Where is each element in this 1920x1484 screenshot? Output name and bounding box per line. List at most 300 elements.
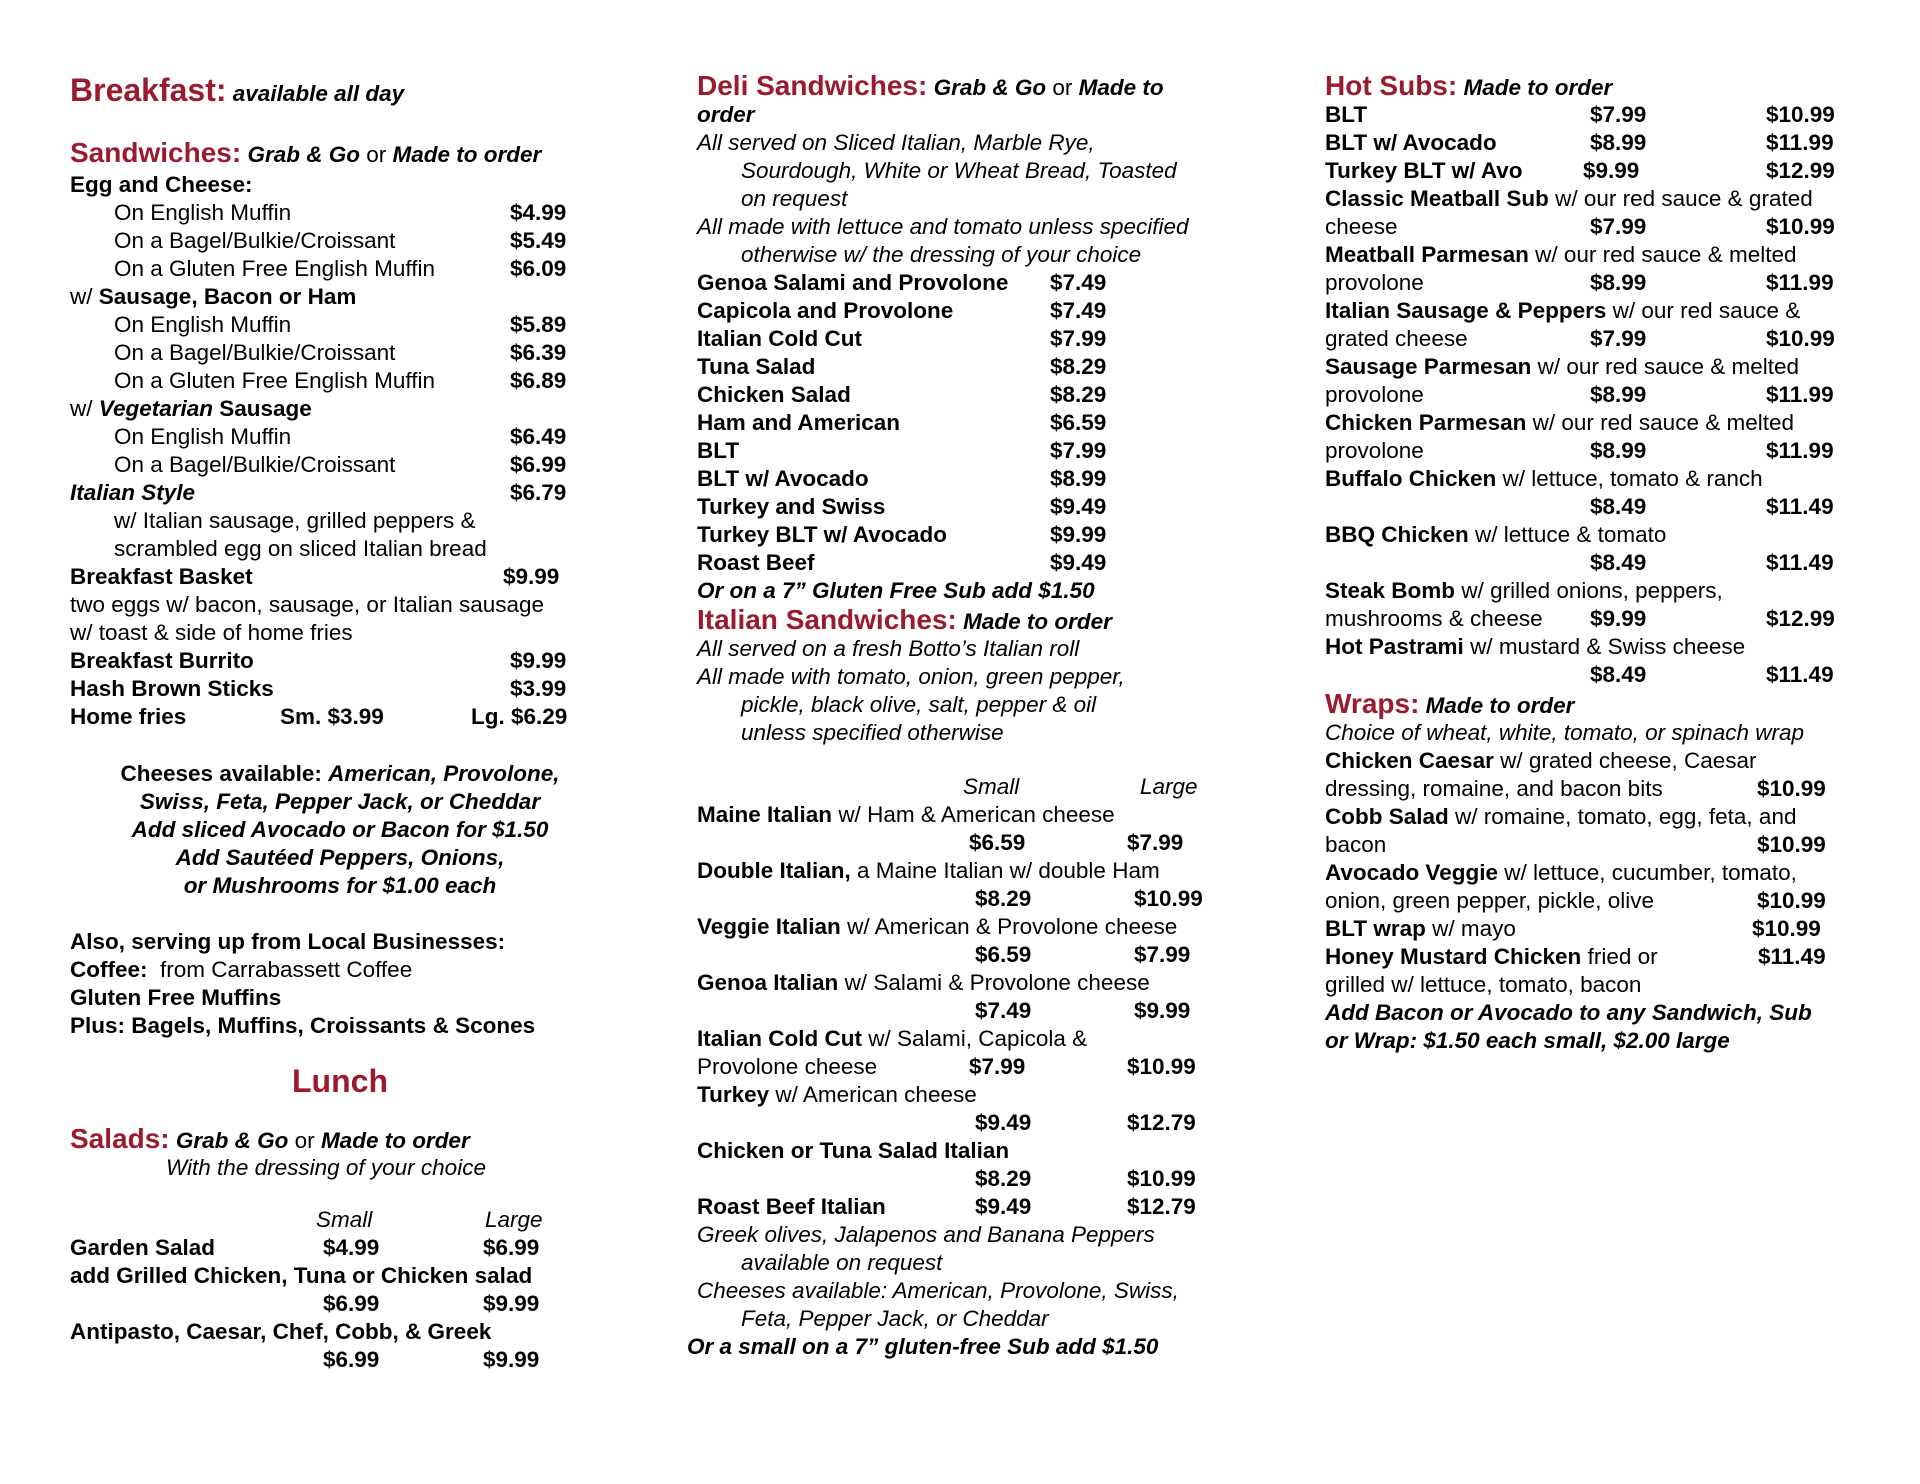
wraps-title: Wraps: [1325, 688, 1420, 719]
item-price: $7.99 [1050, 326, 1107, 351]
column-deli-italian [687, 70, 1257, 1361]
menu-item-prices [1325, 775, 1885, 803]
item-description: w/ our red sauce & melted [1532, 410, 1795, 435]
item-description: Provolone cheese [697, 1054, 878, 1079]
menu-item [697, 549, 1257, 577]
item-price-large: $7.99 [1134, 942, 1191, 967]
item-description: w/ lettuce, cucumber, tomato, [1504, 860, 1797, 885]
item-name: Veggie Italian [697, 914, 841, 939]
large-header: Large [1140, 774, 1198, 799]
menu-item [697, 381, 1257, 409]
item-name: On English Muffin [114, 424, 292, 449]
item-description: provolone [1325, 270, 1424, 295]
item-description: grilled w/ lettuce, tomato, bacon [1325, 972, 1642, 997]
coffee-line [70, 956, 610, 984]
item-price-large: $11.99 [1766, 382, 1834, 407]
menu-item [70, 255, 610, 283]
menu-item-prices [1325, 381, 1885, 409]
menu-item [70, 479, 610, 507]
item-price-small: $8.29 [975, 1166, 1032, 1191]
menu-item [697, 913, 1257, 941]
made-to-order-label: Made to order [1425, 693, 1575, 718]
item-price-large: $11.99 [1766, 270, 1834, 295]
item-name: Turkey BLT w/ Avo [1325, 158, 1523, 183]
item-description: w/ Italian sausage, grilled peppers & [114, 508, 476, 533]
item-name: BLT w/ Avocado [1325, 130, 1497, 155]
item-price-large: $10.99 [1134, 886, 1203, 911]
item-description: w/ our red sauce & grated [1555, 186, 1813, 211]
menu-item-prices [1325, 831, 1885, 859]
item-name: Classic Meatball Sub [1325, 186, 1549, 211]
item-price: $10.99 [1757, 832, 1826, 857]
item-price: $7.49 [1050, 270, 1107, 295]
item-description: w/ Salami, Capicola & [868, 1026, 1088, 1051]
menu-item [70, 703, 610, 731]
menu-item-prices [1325, 493, 1885, 521]
item-description: provolone [1325, 438, 1424, 463]
egg-cheese-label: Egg and Cheese: [70, 172, 253, 197]
cheeses-value: American, Provolone, [328, 761, 560, 786]
gluten-free-muffins: Gluten Free Muffins [70, 985, 282, 1010]
menu-item-prices [1325, 549, 1885, 577]
item-description: w/ mustard & Swiss cheese [1470, 634, 1746, 659]
menu-item [697, 857, 1257, 885]
italian-note: unless specified otherwise [741, 720, 1004, 745]
item-price-large: $12.79 [1127, 1194, 1196, 1219]
item-name: Italian Cold Cut [697, 1026, 862, 1051]
deli-note: All served on Sliced Italian, Marble Rye, [697, 130, 1095, 155]
item-price-small: $7.99 [1590, 326, 1647, 351]
menu-item [697, 1081, 1257, 1109]
item-description: dressing, romaine, and bacon bits [1325, 776, 1663, 801]
item-name: BLT wrap [1325, 916, 1426, 941]
item-price: $3.99 [510, 676, 567, 701]
item-description: w/ our red sauce & [1612, 298, 1801, 323]
wraps-note: Choice of wheat, white, tomato, or spinach wrap [1325, 720, 1804, 745]
menu-item [1325, 747, 1885, 775]
item-price-large: $11.99 [1766, 130, 1834, 155]
item-price-small: $9.99 [1590, 606, 1647, 631]
item-name: On a Gluten Free English Muffin [114, 368, 435, 393]
item-name: Turkey BLT w/ Avocado [697, 522, 948, 547]
item-price-small: Sm. $3.99 [280, 704, 384, 729]
item-name: BLT w/ Avocado [697, 466, 869, 491]
menu-item [697, 493, 1257, 521]
meat-options-label [70, 283, 610, 311]
item-price: $9.99 [503, 564, 560, 589]
item-name: BLT [697, 438, 740, 463]
item-name: Chicken Caesar [1325, 748, 1494, 773]
menu-item-prices [697, 829, 1257, 857]
item-description: cheese [1325, 214, 1398, 239]
item-price: $5.49 [510, 228, 567, 253]
italian-note: pickle, black olive, salt, pepper & oil [741, 692, 1097, 717]
menu-item [697, 1025, 1257, 1053]
item-price: $10.99 [1757, 776, 1826, 801]
item-price-small: $9.49 [975, 1194, 1032, 1219]
item-name: On English Muffin [114, 200, 292, 225]
item-price: $10.99 [1757, 888, 1826, 913]
item-name: Buffalo Chicken [1325, 466, 1497, 491]
item-name: Roast Beef [697, 550, 815, 575]
menu-item-prices [697, 885, 1257, 913]
made-to-order-label: Made to order [392, 142, 542, 167]
item-name: On a Gluten Free English Muffin [114, 256, 435, 281]
item-price-small: $7.49 [975, 998, 1032, 1023]
item-name: BBQ Chicken [1325, 522, 1469, 547]
item-price: $9.99 [510, 648, 567, 673]
grab-go-label: Grab & Go [933, 75, 1047, 100]
item-price-small: $4.99 [323, 1235, 380, 1260]
item-name: Breakfast Basket [70, 564, 253, 589]
item-name: Hash Brown Sticks [70, 676, 274, 701]
grab-go-label: Grab & Go [175, 1128, 289, 1153]
item-name: On a Bagel/Bulkie/Croissant [114, 228, 396, 253]
made-to-order-label: Made to order [963, 609, 1112, 634]
item-description: fried or [1587, 944, 1658, 969]
item-price-large: $10.99 [1127, 1166, 1196, 1191]
or-label: or [366, 142, 387, 167]
deli-note: on request [741, 186, 848, 211]
vegetarian-word: Vegetarian [98, 396, 213, 421]
lunch-title: Lunch [292, 1063, 388, 1099]
item-price-small: $7.99 [1590, 214, 1647, 239]
menu-item [697, 465, 1257, 493]
menu-item [697, 409, 1257, 437]
menu-item [1325, 241, 1885, 269]
menu-item [697, 801, 1257, 829]
item-description: w/ our red sauce & melted [1535, 242, 1797, 267]
item-price-small: $7.99 [969, 1054, 1026, 1079]
column-hot-subs-wraps [1325, 71, 1885, 1055]
item-price-small: $8.49 [1590, 494, 1647, 519]
addon-line: or Mushrooms for $1.00 each [183, 873, 497, 898]
menu-item-prices [1325, 325, 1885, 353]
sausage-word: Sausage [219, 396, 312, 421]
item-name: Turkey [697, 1082, 770, 1107]
item-description: w/ Ham & American cheese [838, 802, 1115, 827]
italian-title: Italian Sandwiches: [697, 604, 957, 635]
menu-item-prices [1325, 605, 1885, 633]
item-price-large: $9.99 [1134, 998, 1191, 1023]
menu-item [70, 675, 610, 703]
item-description: w/ our red sauce & melted [1537, 354, 1800, 379]
item-name: Turkey and Swiss [697, 494, 886, 519]
breakfast-title: Breakfast: [70, 72, 227, 108]
item-name: Genoa Salami and Provolone [697, 270, 1009, 295]
coffee-label: Coffee: [70, 957, 148, 982]
column-breakfast [70, 71, 610, 1374]
item-price-small: $9.99 [1583, 158, 1640, 183]
addon-note: Add Bacon or Avocado to any Sandwich, Sub [1325, 1000, 1812, 1025]
item-price: $6.39 [510, 340, 567, 365]
menu-item [1325, 129, 1885, 157]
menu-item [1325, 859, 1885, 887]
item-name: Sausage Parmesan [1325, 354, 1532, 379]
item-price: $10.99 [1752, 916, 1821, 941]
item-price: $6.09 [510, 256, 567, 281]
item-price-small: $8.49 [1590, 550, 1647, 575]
item-description: w/ romaine, tomato, egg, feta, and [1455, 804, 1797, 829]
item-name: Steak Bomb [1325, 578, 1456, 603]
item-price-small: $6.99 [323, 1291, 380, 1316]
italian-note: All served on a fresh Botto’s Italian roll [697, 636, 1080, 661]
addon-line: Add sliced Avocado or Bacon for $1.50 [131, 817, 549, 842]
or-label: or [1052, 75, 1073, 100]
item-price-small: $8.49 [1590, 662, 1647, 687]
deli-note: All made with lettuce and tomato unless specified [697, 214, 1189, 239]
meat-label: Sausage, Bacon or Ham [98, 284, 357, 309]
hot-subs-heading [1325, 71, 1885, 101]
item-price-large: $10.99 [1766, 214, 1835, 239]
item-name: Hot Pastrami [1325, 634, 1464, 659]
menu-item [1325, 465, 1885, 493]
salads-title: Salads: [70, 1123, 170, 1154]
grab-go-label: Grab & Go [247, 142, 360, 167]
item-price-small: $6.99 [323, 1347, 380, 1372]
plus-items: Plus: Bagels, Muffins, Croissants & Scones [70, 1013, 536, 1038]
item-price-small: $9.49 [975, 1110, 1032, 1135]
italian-note: All made with tomato, onion, green pepper, [697, 664, 1125, 689]
item-description: provolone [1325, 382, 1424, 407]
menu-item [697, 969, 1257, 997]
item-name: Italian Sausage & Peppers [1325, 298, 1607, 323]
menu-item [1325, 353, 1885, 381]
item-name: Genoa Italian [697, 970, 839, 995]
menu-item [1325, 185, 1885, 213]
item-name: Avocado Veggie [1325, 860, 1498, 885]
item-price-large: $12.99 [1766, 606, 1835, 631]
item-name: add Grilled Chicken, Tuna or Chicken salad [70, 1263, 533, 1288]
item-price: $7.99 [1050, 438, 1107, 463]
menu-item-prices [1325, 887, 1885, 915]
menu-item [1325, 803, 1885, 831]
item-price: $11.49 [1758, 944, 1826, 969]
menu-item-prices [697, 1053, 1257, 1081]
item-price-large: $9.99 [483, 1291, 540, 1316]
with-label: w/ [70, 284, 93, 309]
menu-item [1325, 633, 1885, 661]
deli-title: Deli Sandwiches: [697, 70, 928, 101]
menu-item [1325, 297, 1885, 325]
item-price-large: $10.99 [1127, 1054, 1196, 1079]
or-label: or [294, 1128, 315, 1153]
cheeses-line [70, 760, 610, 788]
menu-item-prices [697, 941, 1257, 969]
salads-note: With the dressing of your choice [166, 1155, 486, 1180]
item-description: w/ grated cheese, Caesar [1500, 748, 1757, 773]
item-price-small: $8.29 [975, 886, 1032, 911]
item-description: w/ grilled onions, peppers, [1461, 578, 1723, 603]
item-price: $8.99 [1050, 466, 1107, 491]
menu-item [697, 269, 1257, 297]
item-price: $6.79 [510, 480, 567, 505]
menu-item [1325, 157, 1885, 185]
sandwiches-title: Sandwiches: [70, 137, 242, 168]
italian-heading [697, 605, 1257, 635]
breakfast-heading [70, 71, 610, 109]
item-name: BLT [1325, 102, 1368, 127]
cheeses-note [70, 760, 610, 900]
menu-item [1325, 409, 1885, 437]
item-price-small: $8.99 [1590, 438, 1647, 463]
item-price: $6.89 [510, 368, 567, 393]
salads-heading [70, 1124, 610, 1154]
menu-item [70, 423, 610, 451]
item-name: On English Muffin [114, 312, 292, 337]
item-price-small: $6.59 [975, 942, 1032, 967]
menu-item [1325, 577, 1885, 605]
menu-item-prices [697, 997, 1257, 1025]
item-price-large: $11.49 [1766, 662, 1834, 687]
item-name: Antipasto, Caesar, Chef, Cobb, & Greek [70, 1319, 492, 1344]
hot-subs-title: Hot Subs: [1325, 70, 1458, 101]
item-name: Tuna Salad [697, 354, 816, 379]
deli-note: Sourdough, White or Wheat Bread, Toasted [741, 158, 1177, 183]
item-description: w/ American & Provolone cheese [847, 914, 1178, 939]
item-name: On a Bagel/Bulkie/Croissant [114, 452, 396, 477]
item-name: Capicola and Provolone [697, 298, 954, 323]
local-businesses-title: Also, serving up from Local Businesses: [70, 929, 506, 954]
item-price: $8.29 [1050, 354, 1107, 379]
made-to-order-label: Made to [1078, 75, 1164, 100]
menu-item [697, 353, 1257, 381]
item-price-large: $11.99 [1766, 438, 1834, 463]
item-price: $9.49 [1050, 550, 1107, 575]
item-name: Double Italian, [697, 858, 851, 883]
item-name: Ham and American [697, 410, 900, 435]
italian-note: Feta, Pepper Jack, or Cheddar [741, 1306, 1049, 1331]
vegetarian-label [70, 395, 610, 423]
deli-note: otherwise w/ the dressing of your choice [741, 242, 1142, 267]
item-name: Breakfast Burrito [70, 648, 254, 673]
item-name: Chicken Salad [697, 382, 851, 407]
item-price: $9.99 [1050, 522, 1107, 547]
item-price: $7.49 [1050, 298, 1107, 323]
item-price-small: $7.99 [1590, 102, 1647, 127]
item-name: Italian Style [70, 480, 196, 505]
menu-item-prices [697, 1165, 1257, 1193]
item-description: w/ American cheese [775, 1082, 977, 1107]
item-price-large: $11.49 [1766, 494, 1834, 519]
addon-note: or Wrap: $1.50 each small, $2.00 large [1325, 1028, 1730, 1053]
with-label: w/ [70, 396, 93, 421]
item-price: $4.99 [510, 200, 567, 225]
menu-item-prices [1325, 437, 1885, 465]
item-name: Garden Salad [70, 1235, 216, 1260]
menu-item [1325, 943, 1885, 971]
menu-item [70, 647, 610, 675]
deli-heading [697, 71, 1257, 101]
item-price-large: $12.99 [1766, 158, 1835, 183]
item-price: $9.49 [1050, 494, 1107, 519]
menu-item [70, 1234, 610, 1262]
made-to-order-label: Made to order [320, 1128, 470, 1153]
menu-item-prices [70, 1290, 610, 1318]
italian-note: Cheeses available: American, Provolone, Swiss, [697, 1278, 1179, 1303]
menu-item [70, 227, 610, 255]
menu-item-prices [697, 1109, 1257, 1137]
cheeses-label: Cheeses available: [120, 761, 322, 786]
item-price-large: $6.99 [483, 1235, 540, 1260]
item-description: w/ mayo [1432, 916, 1516, 941]
menu-item [697, 437, 1257, 465]
item-price: $5.89 [510, 312, 567, 337]
item-description: grated cheese [1325, 326, 1468, 351]
menu-item [70, 311, 610, 339]
menu-item [70, 563, 610, 591]
item-description: bacon [1325, 832, 1387, 857]
menu-item [697, 1193, 1257, 1221]
item-name: Meatball Parmesan [1325, 242, 1529, 267]
size-header [70, 1206, 610, 1234]
item-name: Italian Cold Cut [697, 326, 862, 351]
menu-item-prices [1325, 269, 1885, 297]
menu-item-prices [70, 1346, 610, 1374]
menu-item-prices [1325, 213, 1885, 241]
item-price-small: $8.99 [1590, 130, 1647, 155]
made-to-order-label: order [697, 102, 755, 127]
wraps-heading [1325, 689, 1885, 719]
item-name: Home fries [70, 704, 187, 729]
item-price-large: $11.49 [1766, 550, 1834, 575]
addon-line: Add Sautéed Peppers, Onions, [175, 845, 505, 870]
item-description: w/ toast & side of home fries [70, 620, 353, 645]
item-price: $6.49 [510, 424, 567, 449]
coffee-value: from Carrabassett Coffee [160, 957, 413, 982]
menu-item [697, 297, 1257, 325]
item-description: onion, green pepper, pickle, olive [1325, 888, 1654, 913]
item-price-small: $6.59 [969, 830, 1026, 855]
item-name: Roast Beef Italian [697, 1194, 886, 1219]
item-price-large: $10.99 [1766, 102, 1835, 127]
item-price-large: $9.99 [483, 1347, 540, 1372]
item-description: a Maine Italian w/ double Ham [857, 858, 1160, 883]
italian-note: Greek olives, Jalapenos and Banana Peppers [697, 1222, 1155, 1247]
item-price-small: $8.99 [1590, 382, 1647, 407]
breakfast-subtitle: available all day [232, 81, 405, 106]
menu-item [1325, 101, 1885, 129]
large-header: Large [485, 1207, 543, 1232]
menu-item [1325, 521, 1885, 549]
item-name: Cobb Salad [1325, 804, 1449, 829]
item-price: $6.59 [1050, 410, 1107, 435]
menu-item [70, 339, 610, 367]
item-price: $8.29 [1050, 382, 1107, 407]
item-name: Honey Mustard Chicken [1325, 944, 1582, 969]
item-price-large: $10.99 [1766, 326, 1835, 351]
item-price-small: $8.99 [1590, 270, 1647, 295]
item-name: Chicken Parmesan [1325, 410, 1527, 435]
menu-item [70, 367, 610, 395]
item-description: w/ lettuce & tomato [1475, 522, 1667, 547]
gluten-free-note: Or on a 7” Gluten Free Sub add $1.50 [697, 578, 1095, 603]
item-name: Maine Italian [697, 802, 833, 827]
small-header: Small [963, 774, 1020, 799]
item-price-large: Lg. $6.29 [471, 704, 568, 729]
menu-item [697, 521, 1257, 549]
italian-note: available on request [741, 1250, 943, 1275]
item-description: w/ Salami & Provolone cheese [844, 970, 1150, 995]
gluten-free-note: Or a small on a 7” gluten-free Sub add $1.50 [687, 1334, 1159, 1359]
item-price-large: $12.79 [1127, 1110, 1196, 1135]
item-description: two eggs w/ bacon, sausage, or Italian sausage [70, 592, 545, 617]
small-header: Small [316, 1207, 373, 1232]
menu-item [70, 199, 610, 227]
cheeses-line: Swiss, Feta, Pepper Jack, or Cheddar [139, 789, 541, 814]
menu-item-prices [1325, 661, 1885, 689]
menu-item [70, 451, 610, 479]
